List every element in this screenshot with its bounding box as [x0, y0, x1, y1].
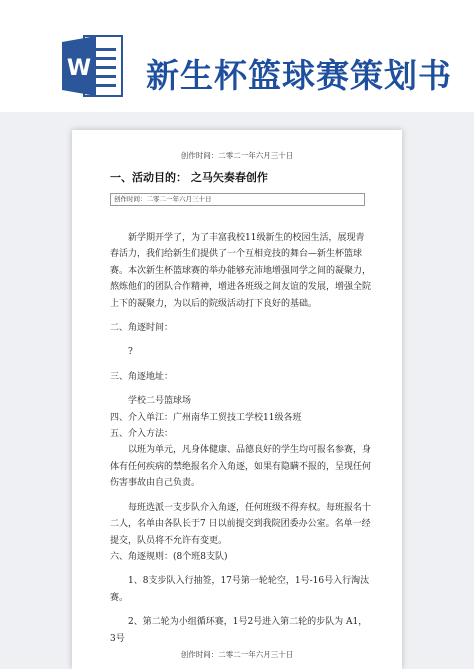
rule-2: 2、第二轮为小组循环赛，1号2号进入第二轮的步队为 A1，3号	[110, 617, 368, 644]
rule-1: 1、8支步队入行抽签，17号第一轮轮空，1号-16号入行淘汰赛。	[110, 576, 370, 603]
section-time: 二、角逐时间：	[110, 323, 174, 334]
section-heading-purpose: 一、活动目的： 之马矢奏春创作	[110, 171, 268, 184]
section-time-value: ?	[128, 347, 133, 358]
header-time: 创作时间：二零二一年六月三十日	[180, 151, 294, 160]
word-logo-icon	[62, 34, 124, 98]
paragraph-purpose: 新学期开学了，为了丰富我校11级新生的校园生活，展现青春活力，我们给新生们提供了一个互相竞技的舞台—新生杯篮球赛。本次新生杯篮球赛的举办能够充沛地增强同学之间的凝聚力，熬炼他们的团队合作精神，增进各班级之间友谊的发展，增强全院上下的凝聚力，为以后的院级活动打下良好的基础。	[110, 233, 372, 309]
section-method: 五、介入方法：	[110, 429, 174, 440]
paragraph-method-b: 每班选派一支步队介入角逐，任何班级不得弃权。每班报名十二人，名单由各队长于7 日以前提交到我院团委办公室。名单一经提交，队员将不允许有变更。	[110, 502, 372, 546]
document-page	[72, 130, 402, 669]
footer-time: 创作时间：二零二一年六月三十日	[180, 650, 294, 659]
section-location-value: 学校二号篮球场	[128, 396, 192, 407]
word-logo-letter: W	[66, 56, 92, 81]
paragraph-method-a: 以班为单元，凡身体健康、品德良好的学生均可报名参赛，身体有任何疾病的禁绝报名介入角逐，如果有隐瞒不报的，呈现任何伤害事故由自己负责。	[110, 445, 372, 489]
document-body	[110, 230, 372, 647]
banner	[0, 0, 474, 112]
section-location: 三、角逐地址：	[110, 371, 174, 382]
boxed-creation-time: 创作时间：二零二一年六月三十日	[110, 193, 365, 206]
section-rules: 六、角逐规则：(8个班8支队)	[110, 551, 228, 562]
section-participants: 四、介入单江：广州南华工贸技工学校11级各班	[110, 412, 302, 423]
document-title: 新生杯篮球赛策划书	[146, 56, 452, 95]
